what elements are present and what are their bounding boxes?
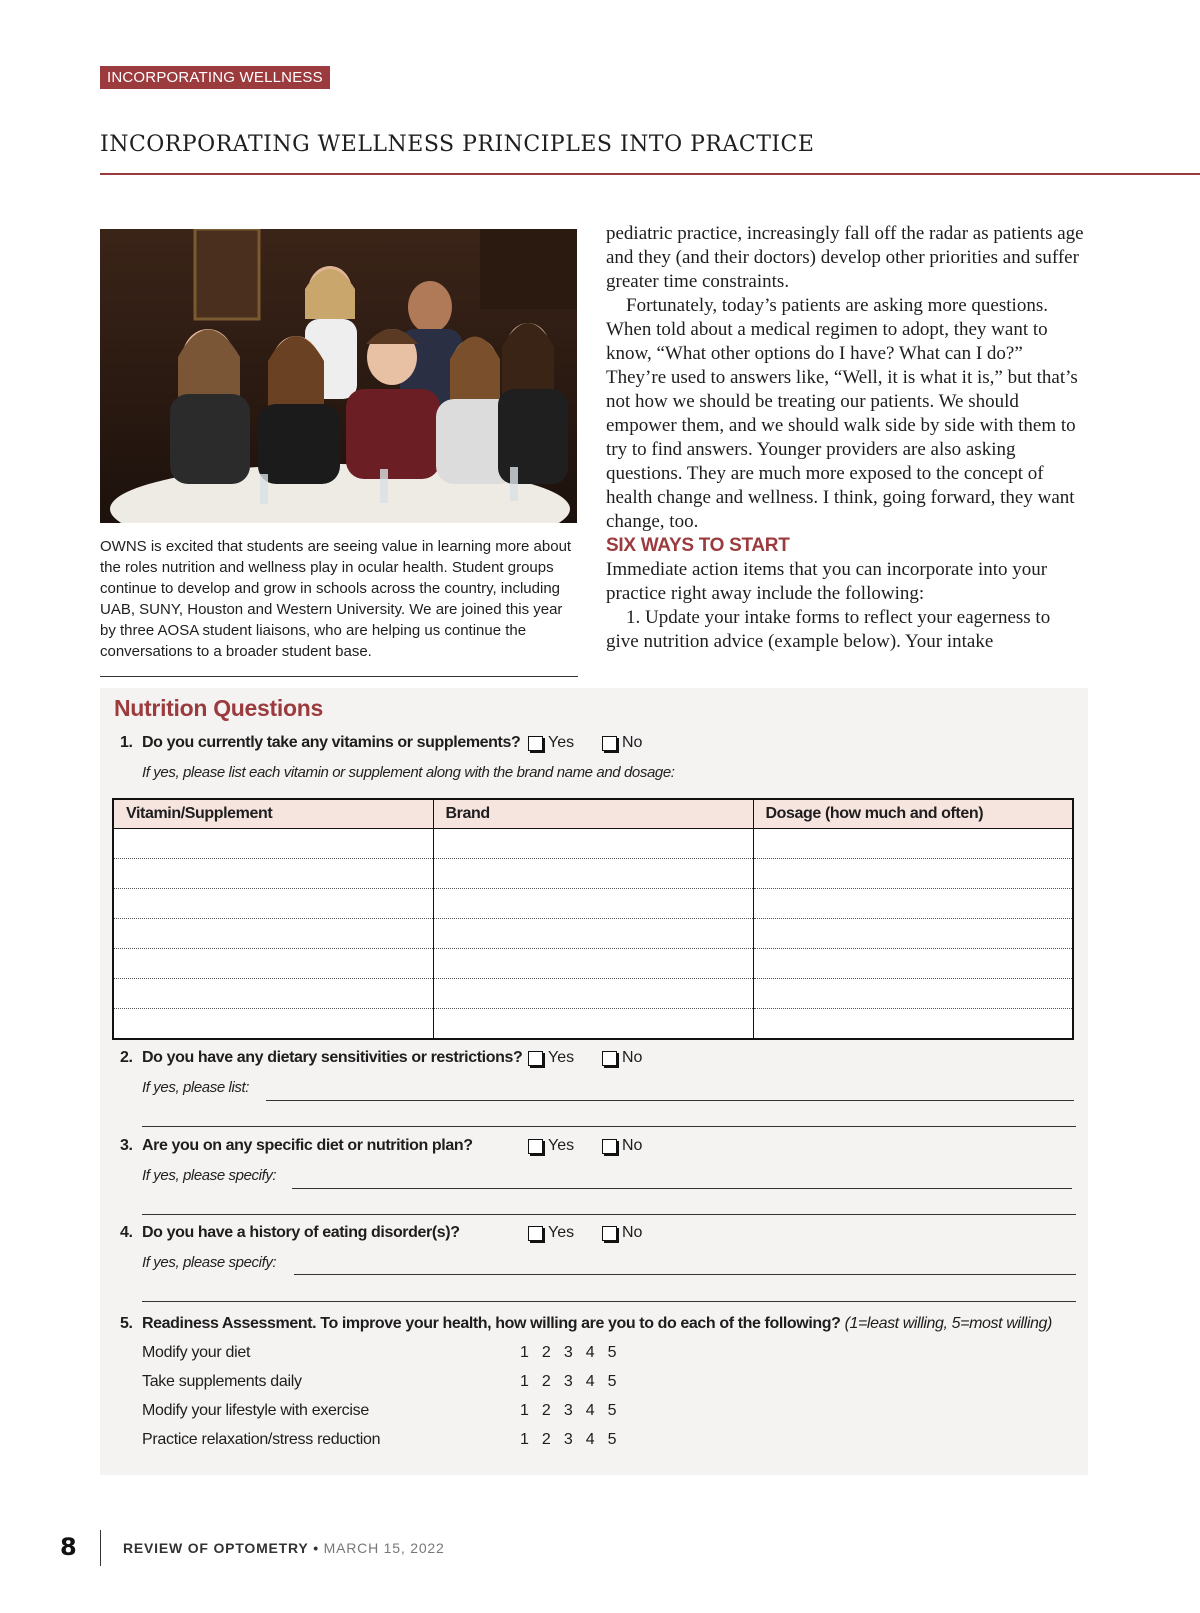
table-cell[interactable] <box>113 829 433 859</box>
checkbox[interactable] <box>528 1226 543 1241</box>
q1-hint: If yes, please list each vitamin or supplement along with the brand name and dosage: <box>142 764 675 781</box>
question-text: Do you have a history of eating disorder(s)? <box>142 1224 460 1241</box>
rating-scale <box>520 1373 617 1391</box>
page-title: INCORPORATING WELLNESS PRINCIPLES INTO PRACTICE <box>100 132 815 157</box>
readiness-item: Take supplements daily <box>142 1373 302 1390</box>
q3-yes-option[interactable]: Yes <box>528 1137 574 1155</box>
answer-line[interactable] <box>294 1274 1076 1275</box>
readiness-item: Practice relaxation/stress reduction <box>142 1431 381 1448</box>
table-row <box>113 919 1073 949</box>
question-text: Do you have any dietary sensitivities or restrictions? <box>142 1049 523 1066</box>
rating-option[interactable]: 4 <box>585 1344 595 1361</box>
question-5 <box>120 1315 1052 1333</box>
answer-line[interactable] <box>266 1100 1074 1101</box>
table-row <box>113 859 1073 889</box>
checkbox[interactable] <box>528 736 543 751</box>
rating-option[interactable]: 2 <box>541 1402 551 1419</box>
q2-no-option[interactable]: No <box>602 1049 642 1067</box>
q4-hint: If yes, please specify: <box>142 1254 277 1271</box>
q3-no-option[interactable]: No <box>602 1137 642 1155</box>
answer-line[interactable] <box>292 1188 1072 1189</box>
table-cell[interactable] <box>113 979 433 1009</box>
q4-no-option[interactable]: No <box>602 1224 642 1242</box>
body-paragraph: Fortunately, today’s patients are asking more questions. When told about a medical regimen to adopt, they want to know, “What other options do I have? What can I do?” They’re used to answers like, “Well, it is what it is,” but that’s not how we should be treating our patients. We should empower them, and we should walk side by side with them to try to find answers. Younger providers are also asking questions. They are much more exposed to the concept of health change and wellness. I think, going forward, they want change, too. <box>606 295 1078 532</box>
q4-yes-option[interactable]: Yes <box>528 1224 574 1242</box>
rating-option[interactable]: 2 <box>541 1373 551 1390</box>
readiness-item: Modify your diet <box>142 1344 251 1361</box>
column-header: Vitamin/Supplement <box>113 799 433 829</box>
answer-line[interactable] <box>142 1214 1076 1215</box>
question-text: Readiness Assessment. To improve your health, how willing are you to do each of the following? <box>142 1315 841 1332</box>
table-cell[interactable] <box>433 919 753 949</box>
checkbox[interactable] <box>602 736 617 751</box>
body-paragraph: Immediate action items that you can incorporate into your practice right away include the following: <box>606 559 1048 604</box>
question-4 <box>120 1224 460 1242</box>
question-text: Are you on any specific diet or nutrition plan? <box>142 1137 473 1154</box>
rating-option[interactable]: 5 <box>607 1344 617 1361</box>
footer-publication <box>123 1540 445 1556</box>
question-number: 3. <box>120 1137 133 1154</box>
checkbox[interactable] <box>602 1139 617 1154</box>
rating-option[interactable]: 1 <box>520 1402 529 1419</box>
table-cell[interactable] <box>433 829 753 859</box>
table-cell[interactable] <box>753 859 1073 889</box>
section-tag: INCORPORATING WELLNESS <box>100 66 330 89</box>
group-photo-illustration <box>100 229 577 523</box>
answer-line[interactable] <box>142 1301 1076 1302</box>
question-2 <box>120 1049 522 1067</box>
rating-option[interactable]: 3 <box>563 1373 573 1390</box>
checkbox[interactable] <box>528 1051 543 1066</box>
body-paragraph: 1. Update your intake forms to reflect your eagerness to give nutrition advice (example below). Your intake <box>606 607 1051 652</box>
rating-option[interactable]: 5 <box>607 1431 617 1448</box>
table-cell[interactable] <box>753 889 1073 919</box>
footer-separator: • <box>313 1540 319 1556</box>
rating-option[interactable]: 1 <box>520 1431 529 1448</box>
table-cell[interactable] <box>113 889 433 919</box>
question-3 <box>120 1137 473 1155</box>
question-text: Do you currently take any vitamins or supplements? <box>142 734 521 751</box>
rating-option[interactable]: 3 <box>563 1431 573 1448</box>
table-cell[interactable] <box>753 979 1073 1009</box>
section-subhead: SIX WAYS TO START <box>606 535 790 556</box>
q1-no-option[interactable]: No <box>602 734 642 752</box>
scale-note: (1=least willing, 5=most willing) <box>844 1315 1052 1332</box>
rating-option[interactable]: 5 <box>607 1402 617 1419</box>
rating-option[interactable]: 3 <box>563 1344 573 1361</box>
form-title: Nutrition Questions <box>114 695 323 721</box>
rating-scale <box>520 1344 617 1362</box>
table-cell[interactable] <box>433 889 753 919</box>
q3-hint: If yes, please specify: <box>142 1167 277 1184</box>
table-cell[interactable] <box>753 829 1073 859</box>
table-cell[interactable] <box>113 1009 433 1040</box>
caption-divider <box>100 676 578 677</box>
nutrition-questions-form <box>100 688 1088 1475</box>
table-row <box>113 889 1073 919</box>
photo-caption: OWNS is excited that students are seeing value in learning more about the roles nutrition and wellness play in ocular health. Student groups continue to develop and grow in schools across the country, including UAB, SUNY, Houston and Western University. We are joined this year by three AOSA student liaisons, who are helping us continue the conversations to a broader student base. <box>100 538 572 660</box>
body-paragraph: pediatric practice, increasingly fall off the radar as patients age and they (and their doctors) develop other priorities and suffer greater time constraints. <box>606 223 1084 292</box>
readiness-item: Modify your lifestyle with exercise <box>142 1402 369 1419</box>
table-row <box>113 979 1073 1009</box>
table-row <box>113 949 1073 979</box>
table-row <box>113 1009 1073 1040</box>
rating-option[interactable]: 2 <box>541 1344 551 1361</box>
table-cell[interactable] <box>753 949 1073 979</box>
table-cell[interactable] <box>433 979 753 1009</box>
publication-name: REVIEW OF OPTOMETRY <box>123 1540 309 1556</box>
title-divider <box>100 173 1200 175</box>
column-header: Dosage (how much and often) <box>753 799 1073 829</box>
question-number: 1. <box>120 734 133 751</box>
checkbox[interactable] <box>602 1226 617 1241</box>
rating-option[interactable]: 4 <box>585 1402 595 1419</box>
table-cell[interactable] <box>113 919 433 949</box>
supplement-table <box>112 798 1074 1040</box>
table-cell[interactable] <box>113 859 433 889</box>
question-number: 5. <box>120 1315 133 1332</box>
question-number: 2. <box>120 1049 133 1066</box>
answer-line[interactable] <box>142 1126 1076 1127</box>
checkbox[interactable] <box>602 1051 617 1066</box>
rating-scale <box>520 1402 617 1420</box>
rating-option[interactable]: 1 <box>520 1373 529 1390</box>
rating-option[interactable]: 5 <box>607 1373 617 1390</box>
checkbox[interactable] <box>528 1139 543 1154</box>
table-cell[interactable] <box>433 949 753 979</box>
rating-scale <box>520 1431 617 1449</box>
table-cell[interactable] <box>433 859 753 889</box>
article-body <box>606 222 1084 654</box>
q1-yes-option[interactable]: Yes <box>528 734 574 752</box>
table-cell[interactable] <box>113 949 433 979</box>
page-number: 8 <box>60 1533 77 1561</box>
rating-option[interactable]: 4 <box>585 1373 595 1390</box>
rating-option[interactable]: 3 <box>563 1402 573 1419</box>
column-header: Brand <box>433 799 753 829</box>
table-header-row <box>113 799 1073 829</box>
rating-option[interactable]: 4 <box>585 1431 595 1448</box>
group-photo <box>100 229 577 523</box>
table-cell[interactable] <box>753 1009 1073 1040</box>
question-number: 4. <box>120 1224 133 1241</box>
footer-divider <box>100 1530 101 1566</box>
table-cell[interactable] <box>753 919 1073 949</box>
table-row <box>113 829 1073 859</box>
rating-option[interactable]: 2 <box>541 1431 551 1448</box>
table-cell[interactable] <box>433 1009 753 1040</box>
question-1 <box>120 734 520 752</box>
issue-date: MARCH 15, 2022 <box>323 1540 445 1556</box>
q2-hint: If yes, please list: <box>142 1079 250 1096</box>
q2-yes-option[interactable]: Yes <box>528 1049 574 1067</box>
rating-option[interactable]: 1 <box>520 1344 529 1361</box>
